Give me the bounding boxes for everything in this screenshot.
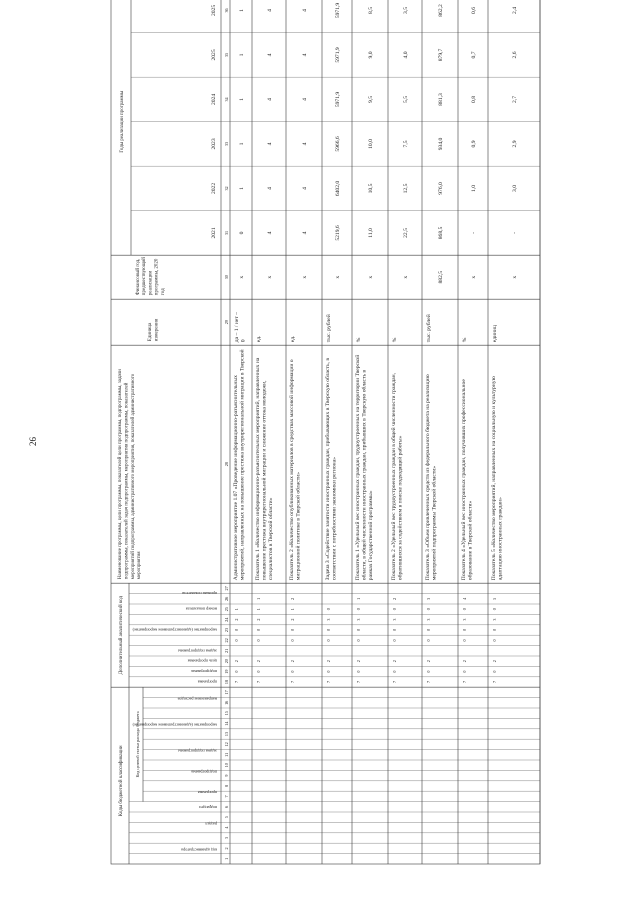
program-table	[103, 2, 580, 872]
row-2-code-7: 2	[256, 618, 261, 621]
row-8-year-1: -	[471, 232, 477, 234]
row-6-description: Показатель 2 «Удельный вес трудоустроенных граждан в общей численности граждан,обратившихся за содействием в поиске подходящей работы»	[391, 372, 404, 581]
col-num-24: 24	[224, 617, 229, 622]
row-4-code-5: 0	[326, 639, 331, 642]
row-2-code-2: 0	[256, 670, 261, 673]
header-add-3: цель программы	[187, 658, 217, 664]
row-2-year-6: 4	[267, 9, 273, 12]
col-num-20: 20	[224, 659, 229, 664]
col-num-21: 21	[224, 648, 229, 653]
program-table-grid	[103, 2, 580, 872]
header-year-1: 2021	[211, 227, 217, 239]
row-6-code-1: 7	[392, 680, 397, 684]
header-admin-code: код администратора	[181, 847, 217, 853]
row-4-fin: х	[335, 275, 341, 279]
row-2-code-9: 1	[256, 597, 261, 600]
row-7-fin: 882,5	[438, 270, 444, 284]
row-4-code-8: 0	[326, 608, 331, 611]
row-4-code-7: 3	[326, 618, 331, 621]
row-5-code-9: 1	[356, 597, 361, 600]
row-4-code-3: 2	[326, 660, 331, 663]
row-1-year-5: 1	[239, 53, 245, 57]
row-9-code-1: 7	[492, 680, 497, 684]
row-5-code-3: 2	[356, 660, 361, 663]
header-add-4: задача подпрограммы	[178, 648, 217, 654]
row-3-fin: х	[302, 275, 308, 279]
header-cat-1: программа	[197, 790, 217, 796]
header-section: раздел	[205, 821, 217, 827]
row-7-year-6: 862,2	[438, 4, 444, 17]
row-9-year-1: -	[512, 232, 518, 234]
row-3-code-8: 1	[290, 608, 295, 611]
header-year-2: 2022	[211, 182, 217, 195]
row-2-code-8: 1	[256, 608, 261, 611]
row-7-code-3: 2	[426, 660, 431, 663]
row-9-code-3: 2	[492, 660, 497, 663]
row-6-year-6: 3,5	[403, 6, 409, 14]
row-8-year-5: 0,7	[471, 51, 477, 59]
row-9-code-8: 0	[492, 608, 497, 611]
header-target-article: Код целевой статьи расхода бюджета	[135, 711, 140, 778]
row-8-year-3: 0,9	[471, 140, 477, 148]
header-cat-2: подпрограмма	[191, 769, 217, 775]
col-num-4: 4	[224, 826, 229, 829]
col-num-35: 35	[224, 52, 229, 58]
row-7-year-4: 881,3	[438, 93, 444, 106]
row-3-year-5: 4	[302, 53, 308, 57]
page-number: 26	[28, 437, 38, 446]
row-7-year-5: 879,7	[438, 48, 444, 62]
col-num-15: 15	[224, 711, 229, 716]
row-1-year-6: 1	[239, 9, 245, 12]
header-years-title: Годы реализации программы	[120, 90, 125, 153]
header-add-7: признак показателя	[182, 591, 217, 597]
col-num-10: 10	[224, 763, 229, 768]
col-num-27: 27	[224, 586, 229, 591]
row-9-year-5: 2,6	[512, 51, 518, 59]
header-cat-3: задача подпрограммы	[178, 748, 217, 754]
col-num-8: 8	[224, 784, 229, 788]
row-1-code-3: 2	[234, 660, 239, 663]
row-5-code-8: 0	[356, 608, 361, 611]
row-1-code-8: 1	[234, 608, 239, 611]
col-num-13: 13	[224, 731, 229, 737]
row-8-code-7: 3	[462, 618, 467, 621]
row-6-year-1: 22,5	[403, 228, 409, 238]
row-5-description: Показатель 1 «Удельный вес иностранных граждан, трудоустроенных на территории Тверскойобласти, в общей численности иностранных граждан, прибывших в Тверскую область врамках Государственной программы»	[355, 354, 375, 581]
row-3-year-3: 4	[302, 142, 308, 146]
col-num-18: 18	[224, 679, 229, 685]
col-num-11: 11	[224, 752, 229, 757]
col-num-16: 16	[224, 700, 229, 705]
row-6-code-8: 0	[392, 608, 397, 611]
header-description: Наименование программы, цели программы, показателей цели программы, подпрограммы, задачиподпрограммы, показателей задач подпрограммы, мероприятия подпрограммы, показателеймероприятий подпрограммы, административного мероприятия, показателей административногомероприятия	[118, 369, 143, 580]
row-3-description: Показатель 2 «Количество опубликованных материалов в средствах массовой информации омиграционной политике в Тверской области»	[289, 359, 302, 581]
row-8-fin: х	[471, 275, 477, 279]
row-1-year-1: 0	[239, 231, 245, 235]
row-2-code-6: 0	[256, 628, 261, 632]
row-6-year-5: 4,0	[403, 51, 409, 59]
header-year-5: 2025	[211, 49, 217, 61]
row-8-description: Показатель 4 «Удельный вес иностранных граждан, получивших профессиональноеобразование в Тверской области»	[461, 379, 474, 581]
row-1-code-1: 7	[234, 680, 239, 684]
row-9-year-4: 2,7	[512, 95, 518, 103]
row-1-code-2: 0	[234, 670, 239, 673]
col-num-17: 17	[224, 690, 229, 695]
row-3-year-1: 4	[302, 231, 308, 235]
row-4-year-6: 5971,9	[335, 2, 341, 19]
header-additional-code: Дополнительный аналитический код	[119, 596, 124, 675]
header-unit: Единицаизмерения	[148, 318, 160, 342]
row-7-unit: тыс. рублей	[426, 314, 432, 343]
row-5-code-6: 0	[356, 628, 361, 632]
row-1-year-3: 1	[239, 142, 245, 146]
row-3-code-6: 0	[290, 628, 295, 632]
col-num-12: 12	[224, 742, 229, 747]
row-2-fin: х	[267, 275, 273, 279]
row-8-year-6: 0,6	[471, 6, 477, 14]
row-9-fin: х	[512, 275, 518, 279]
col-num-2: 2	[224, 847, 229, 850]
row-2-year-5: 4	[267, 53, 273, 57]
row-7-description: Показатель 3 «Объем привлеченных средств из федерального бюджета на реализациюмероприятий подпрограммы Тверской области»	[425, 374, 438, 581]
row-5-year-3: 10,0	[368, 139, 374, 149]
row-8-code-6: 0	[462, 628, 467, 632]
row-9-code-6: 0	[492, 628, 497, 632]
row-2-year-2: 4	[267, 187, 273, 190]
header-add-2: подпрограмма	[191, 669, 217, 675]
row-4-year-3: 5966,6	[335, 136, 341, 152]
row-3-unit: ед.	[290, 335, 296, 343]
row-7-code-1: 7	[426, 680, 431, 684]
col-num-29: 29	[224, 320, 229, 325]
row-8-unit: %	[462, 337, 468, 343]
col-num-26: 26	[224, 596, 229, 601]
row-5-code-5: 0	[356, 639, 361, 642]
row-7-code-6: 0	[426, 628, 431, 632]
row-1-unit: да – 1 / нет –0	[234, 312, 247, 343]
row-5-fin: х	[368, 275, 374, 279]
col-num-5: 5	[224, 816, 229, 819]
row-1-year-2: 1	[239, 187, 245, 190]
row-6-year-2: 12,5	[403, 183, 409, 194]
row-2-unit: ед.	[256, 335, 262, 343]
row-8-code-8: 0	[462, 608, 467, 611]
row-3-year-4: 4	[302, 98, 308, 101]
row-4-code-6: 0	[326, 628, 331, 632]
row-5-code-2: 0	[356, 670, 361, 673]
col-num-9: 9	[224, 774, 229, 777]
header-budget-classification: Коды бюджетной классификации	[119, 745, 124, 817]
row-9-description: Показатель 5 «Количество мероприятий, направленных на социальную и культурнуюадаптацию иностранных граждан»	[491, 376, 504, 581]
row-3-code-9: 2	[290, 597, 295, 600]
row-5-code-1: 7	[356, 680, 361, 684]
header-year-4: 2024	[211, 93, 217, 106]
row-8-code-2: 0	[462, 670, 467, 673]
row-8-year-2: 1,0	[471, 184, 477, 192]
row-7-code-9: 3	[426, 597, 431, 600]
row-4-code-1: 7	[326, 680, 331, 684]
row-9-year-3: 2,9	[512, 140, 518, 148]
row-5-year-1: 11,0	[368, 228, 374, 238]
row-2-description: Показатель 1 «Количество информационно-разъяснительных мероприятий, направленных наповышение престижа внутрирегиональной миграции и снижение оттока молодежи,специалистов в Тверской области»	[255, 357, 275, 581]
row-4-description: Задача 3 «Содействие занятости иностранных граждан, прибывающих в Тверскую область, всоответствии с потребностями экономики региона»	[325, 358, 338, 581]
row-3-code-3: 2	[290, 660, 295, 663]
row-9-year-6: 2,4	[512, 6, 518, 14]
row-6-fin: х	[403, 275, 409, 279]
row-7-year-3: 934,0	[438, 137, 444, 151]
col-num-30: 30	[224, 275, 229, 280]
row-5-year-2: 10,5	[368, 183, 374, 194]
row-4-year-2: 6402,0	[335, 180, 341, 197]
col-num-31: 31	[224, 230, 229, 236]
row-9-unit: единиц	[492, 324, 498, 343]
col-num-23: 23	[224, 627, 229, 633]
row-4-year-4: 5971,9	[335, 91, 341, 108]
row-6-year-4: 5,5	[403, 95, 409, 103]
row-9-code-7: 3	[492, 618, 497, 621]
row-1-code-6: 0	[234, 628, 239, 632]
col-num-14: 14	[224, 721, 229, 726]
header-cat-5: направление расходов	[177, 696, 217, 702]
row-6-unit: %	[392, 337, 398, 343]
row-2-year-3: 4	[267, 142, 273, 146]
row-1-year-4: 1	[239, 98, 245, 101]
header-subsection: подраздел	[199, 804, 217, 810]
row-3-year-2: 4	[302, 187, 308, 190]
row-9-code-2: 0	[492, 670, 497, 673]
row-3-code-5: 0	[290, 639, 295, 642]
header-add-1: программа	[197, 679, 217, 685]
row-8-code-5: 0	[462, 639, 467, 642]
col-num-1: 1	[224, 857, 229, 860]
row-5-year-4: 9,5	[368, 95, 374, 103]
row-1-code-7: 2	[234, 618, 239, 621]
col-num-6: 6	[224, 805, 229, 808]
row-8-code-3: 2	[462, 660, 467, 663]
row-3-year-6: 4	[302, 9, 308, 12]
row-6-code-3: 2	[392, 660, 397, 663]
row-7-code-2: 0	[426, 670, 431, 673]
row-4-unit: тыс. рублей	[326, 314, 332, 343]
col-num-25: 25	[224, 607, 229, 612]
row-3-code-2: 0	[290, 670, 295, 673]
row-7-year-2: 976,0	[438, 182, 444, 195]
row-1-description: Административное мероприятие 1.07 «Проведение информационно-разъяснительныхмероприятий, направленных на повышение престижа внутрирегиональной миграции в Тверской	[233, 349, 246, 581]
row-2-year-1: 4	[267, 231, 273, 235]
col-num-7: 7	[224, 795, 229, 798]
row-9-code-5: 0	[492, 639, 497, 642]
header-year-3: 2023	[211, 138, 217, 150]
row-7-code-8: 0	[426, 608, 431, 611]
row-5-year-5: 9,0	[368, 51, 374, 59]
col-num-28: 28	[224, 462, 229, 467]
row-7-code-7: 3	[426, 618, 431, 621]
header-add-5: мероприятие (административное мероприятие)	[132, 627, 217, 633]
row-8-year-4: 0,8	[471, 95, 477, 103]
row-6-code-2: 0	[392, 670, 397, 673]
row-2-year-4: 4	[267, 98, 273, 101]
row-6-code-9: 2	[392, 597, 397, 600]
row-1-fin: х	[239, 275, 245, 279]
row-6-code-6: 0	[392, 628, 397, 632]
header-financial-year: Финансовый год,предшествующийреализациипрограммы, 2020год	[136, 257, 166, 296]
row-6-code-5: 0	[392, 639, 397, 642]
row-4-year-1: 5219,6	[335, 225, 341, 241]
row-2-code-5: 0	[256, 639, 261, 642]
row-5-year-6: 8,5	[368, 6, 374, 14]
col-num-33: 33	[224, 141, 229, 147]
row-6-year-3: 7,5	[403, 140, 409, 148]
row-2-code-3: 2	[256, 660, 261, 663]
row-6-code-7: 3	[392, 618, 397, 621]
row-1-code-5: 0	[234, 639, 239, 642]
row-4-year-5: 5971,9	[335, 47, 341, 63]
col-num-34: 34	[224, 97, 229, 102]
row-8-code-9: 4	[462, 597, 467, 600]
header-add-6: номер показателя	[185, 606, 217, 612]
row-5-code-7: 3	[356, 618, 361, 621]
row-5-unit: %	[356, 337, 362, 343]
col-num-22: 22	[224, 638, 229, 643]
row-7-year-1: 868,5	[438, 226, 444, 240]
col-num-19: 19	[224, 669, 229, 674]
header-cat-4: мероприятие (административное мероприятие)	[132, 722, 217, 728]
row-7-code-5: 0	[426, 639, 431, 642]
row-9-year-2: 3,0	[512, 184, 518, 192]
col-num-3: 3	[224, 836, 229, 840]
col-num-32: 32	[224, 186, 229, 191]
header-year-6: 2025	[211, 4, 217, 17]
row-9-code-9: 5	[492, 597, 497, 600]
row-3-code-7: 2	[290, 618, 295, 621]
row-4-code-2: 0	[326, 670, 331, 673]
row-8-code-1: 7	[462, 680, 467, 684]
col-num-36: 36	[224, 8, 229, 13]
row-2-code-1: 7	[256, 680, 261, 684]
row-3-code-1: 7	[290, 680, 295, 684]
